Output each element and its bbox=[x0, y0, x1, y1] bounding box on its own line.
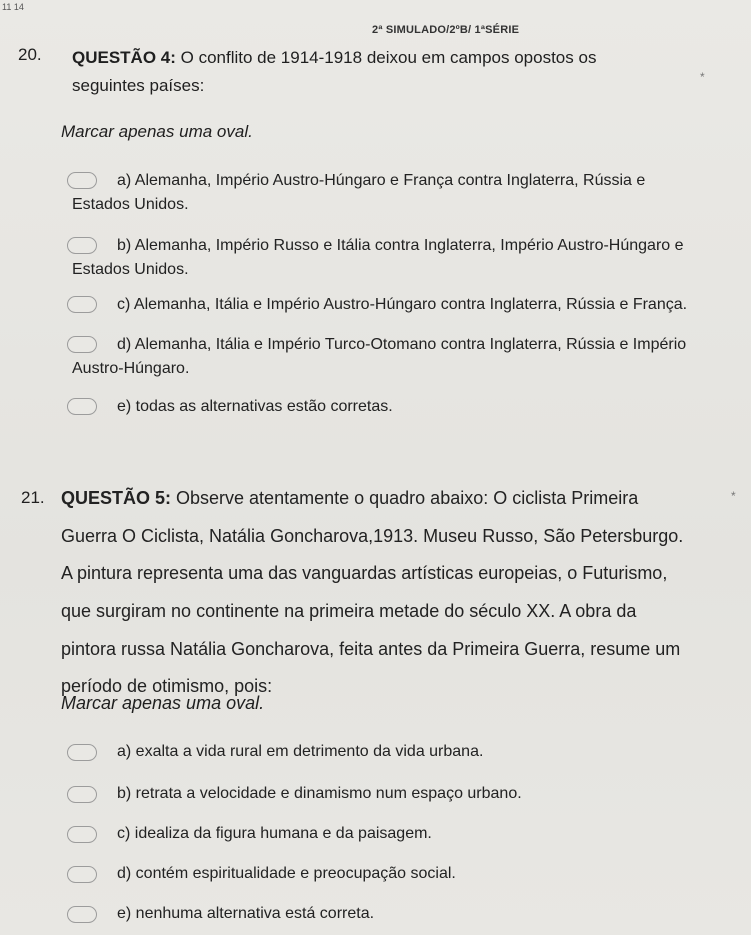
q20-text-cont: seguintes países: bbox=[72, 76, 205, 95]
q21-number: 21. bbox=[21, 488, 45, 507]
q20-option-c-label: c) Alemanha, Itália e Império Austro-Húngaro contra Inglaterra, Rússia e França. bbox=[117, 296, 688, 313]
q20-option-d-cont: Austro-Húngaro. bbox=[72, 360, 190, 377]
q20-option-a-cont: Estados Unidos. bbox=[72, 196, 189, 213]
q21-prompt-line-3: A pintura representa uma das vanguardas artísticas europeias, o Futurismo, bbox=[61, 563, 668, 583]
q21-prompt-line-6: período de otimismo, pois: bbox=[61, 676, 273, 696]
q20-label: QUESTÃO 4: bbox=[72, 48, 176, 67]
q20-number: 20. bbox=[18, 45, 42, 64]
q21-option-c-label: c) idealiza da figura humana e da paisagem. bbox=[117, 825, 432, 842]
q20-text: O conflito de 1914-1918 deixou em campos opostos os bbox=[175, 48, 597, 67]
q20-option-d-oval[interactable] bbox=[67, 336, 97, 353]
q21-text-1: Observe atentamente o quadro abaixo: O ciclista Primeira bbox=[171, 488, 639, 508]
q21-option-b-label: b) retrata a velocidade e dinamismo num espaço urbano. bbox=[117, 785, 522, 802]
q21-option-c-oval[interactable] bbox=[67, 826, 97, 843]
q20-option-b-oval[interactable] bbox=[67, 237, 97, 254]
q20-option-b-label: b) Alemanha, Império Russo e Itália contra Inglaterra, Império Austro-Húngaro e bbox=[117, 237, 684, 254]
q20-option-e-oval[interactable] bbox=[67, 398, 97, 415]
q21-option-d-label: d) contém espiritualidade e preocupação social. bbox=[117, 865, 456, 882]
q21-option-e-label: e) nenhuma alternativa está correta. bbox=[117, 905, 375, 922]
page-corner-text: 11 14 bbox=[2, 2, 24, 12]
q21-required-mark: * bbox=[731, 489, 736, 503]
q20-option-d-label: d) Alemanha, Itália e Império Turco-Otomano contra Inglaterra, Rússia e Império bbox=[117, 336, 687, 353]
q21-option-a-oval[interactable] bbox=[67, 744, 97, 761]
page-header: 2ª SIMULADO/2ºB/ 1ªSÉRIE bbox=[372, 24, 520, 36]
q20-option-a-oval[interactable] bbox=[67, 172, 97, 189]
q20-option-a-label: a) Alemanha, Império Austro-Húngaro e França contra Inglaterra, Rússia e bbox=[117, 172, 646, 189]
q20-option-e-label: e) todas as alternativas estão corretas. bbox=[117, 398, 393, 415]
q20-prompt bbox=[72, 45, 712, 71]
q21-prompt-line-2: Guerra O Ciclista, Natália Goncharova,1913. Museu Russo, São Petersburgo. bbox=[61, 526, 684, 546]
q21-instruction: Marcar apenas uma oval. bbox=[61, 693, 265, 713]
q20-option-b-cont: Estados Unidos. bbox=[72, 261, 189, 278]
q21-prompt-line-5: pintora russa Natália Goncharova, feita antes da Primeira Guerra, resume um bbox=[61, 639, 681, 659]
q21-prompt-line-4: que surgiram no continente na primeira metade do século XX. A obra da bbox=[61, 601, 637, 621]
q21-label: QUESTÃO 5: bbox=[61, 488, 172, 508]
q20-required-mark: * bbox=[700, 70, 705, 84]
q21-option-d-oval[interactable] bbox=[67, 866, 97, 883]
q21-prompt-line-1 bbox=[61, 488, 638, 509]
q21-option-a-label: a) exalta a vida rural em detrimento da vida urbana. bbox=[117, 743, 484, 760]
q21-option-b-oval[interactable] bbox=[67, 786, 97, 803]
q21-option-e-oval[interactable] bbox=[67, 906, 97, 923]
q20-instruction: Marcar apenas uma oval. bbox=[61, 122, 253, 141]
q20-option-c-oval[interactable] bbox=[67, 296, 97, 313]
